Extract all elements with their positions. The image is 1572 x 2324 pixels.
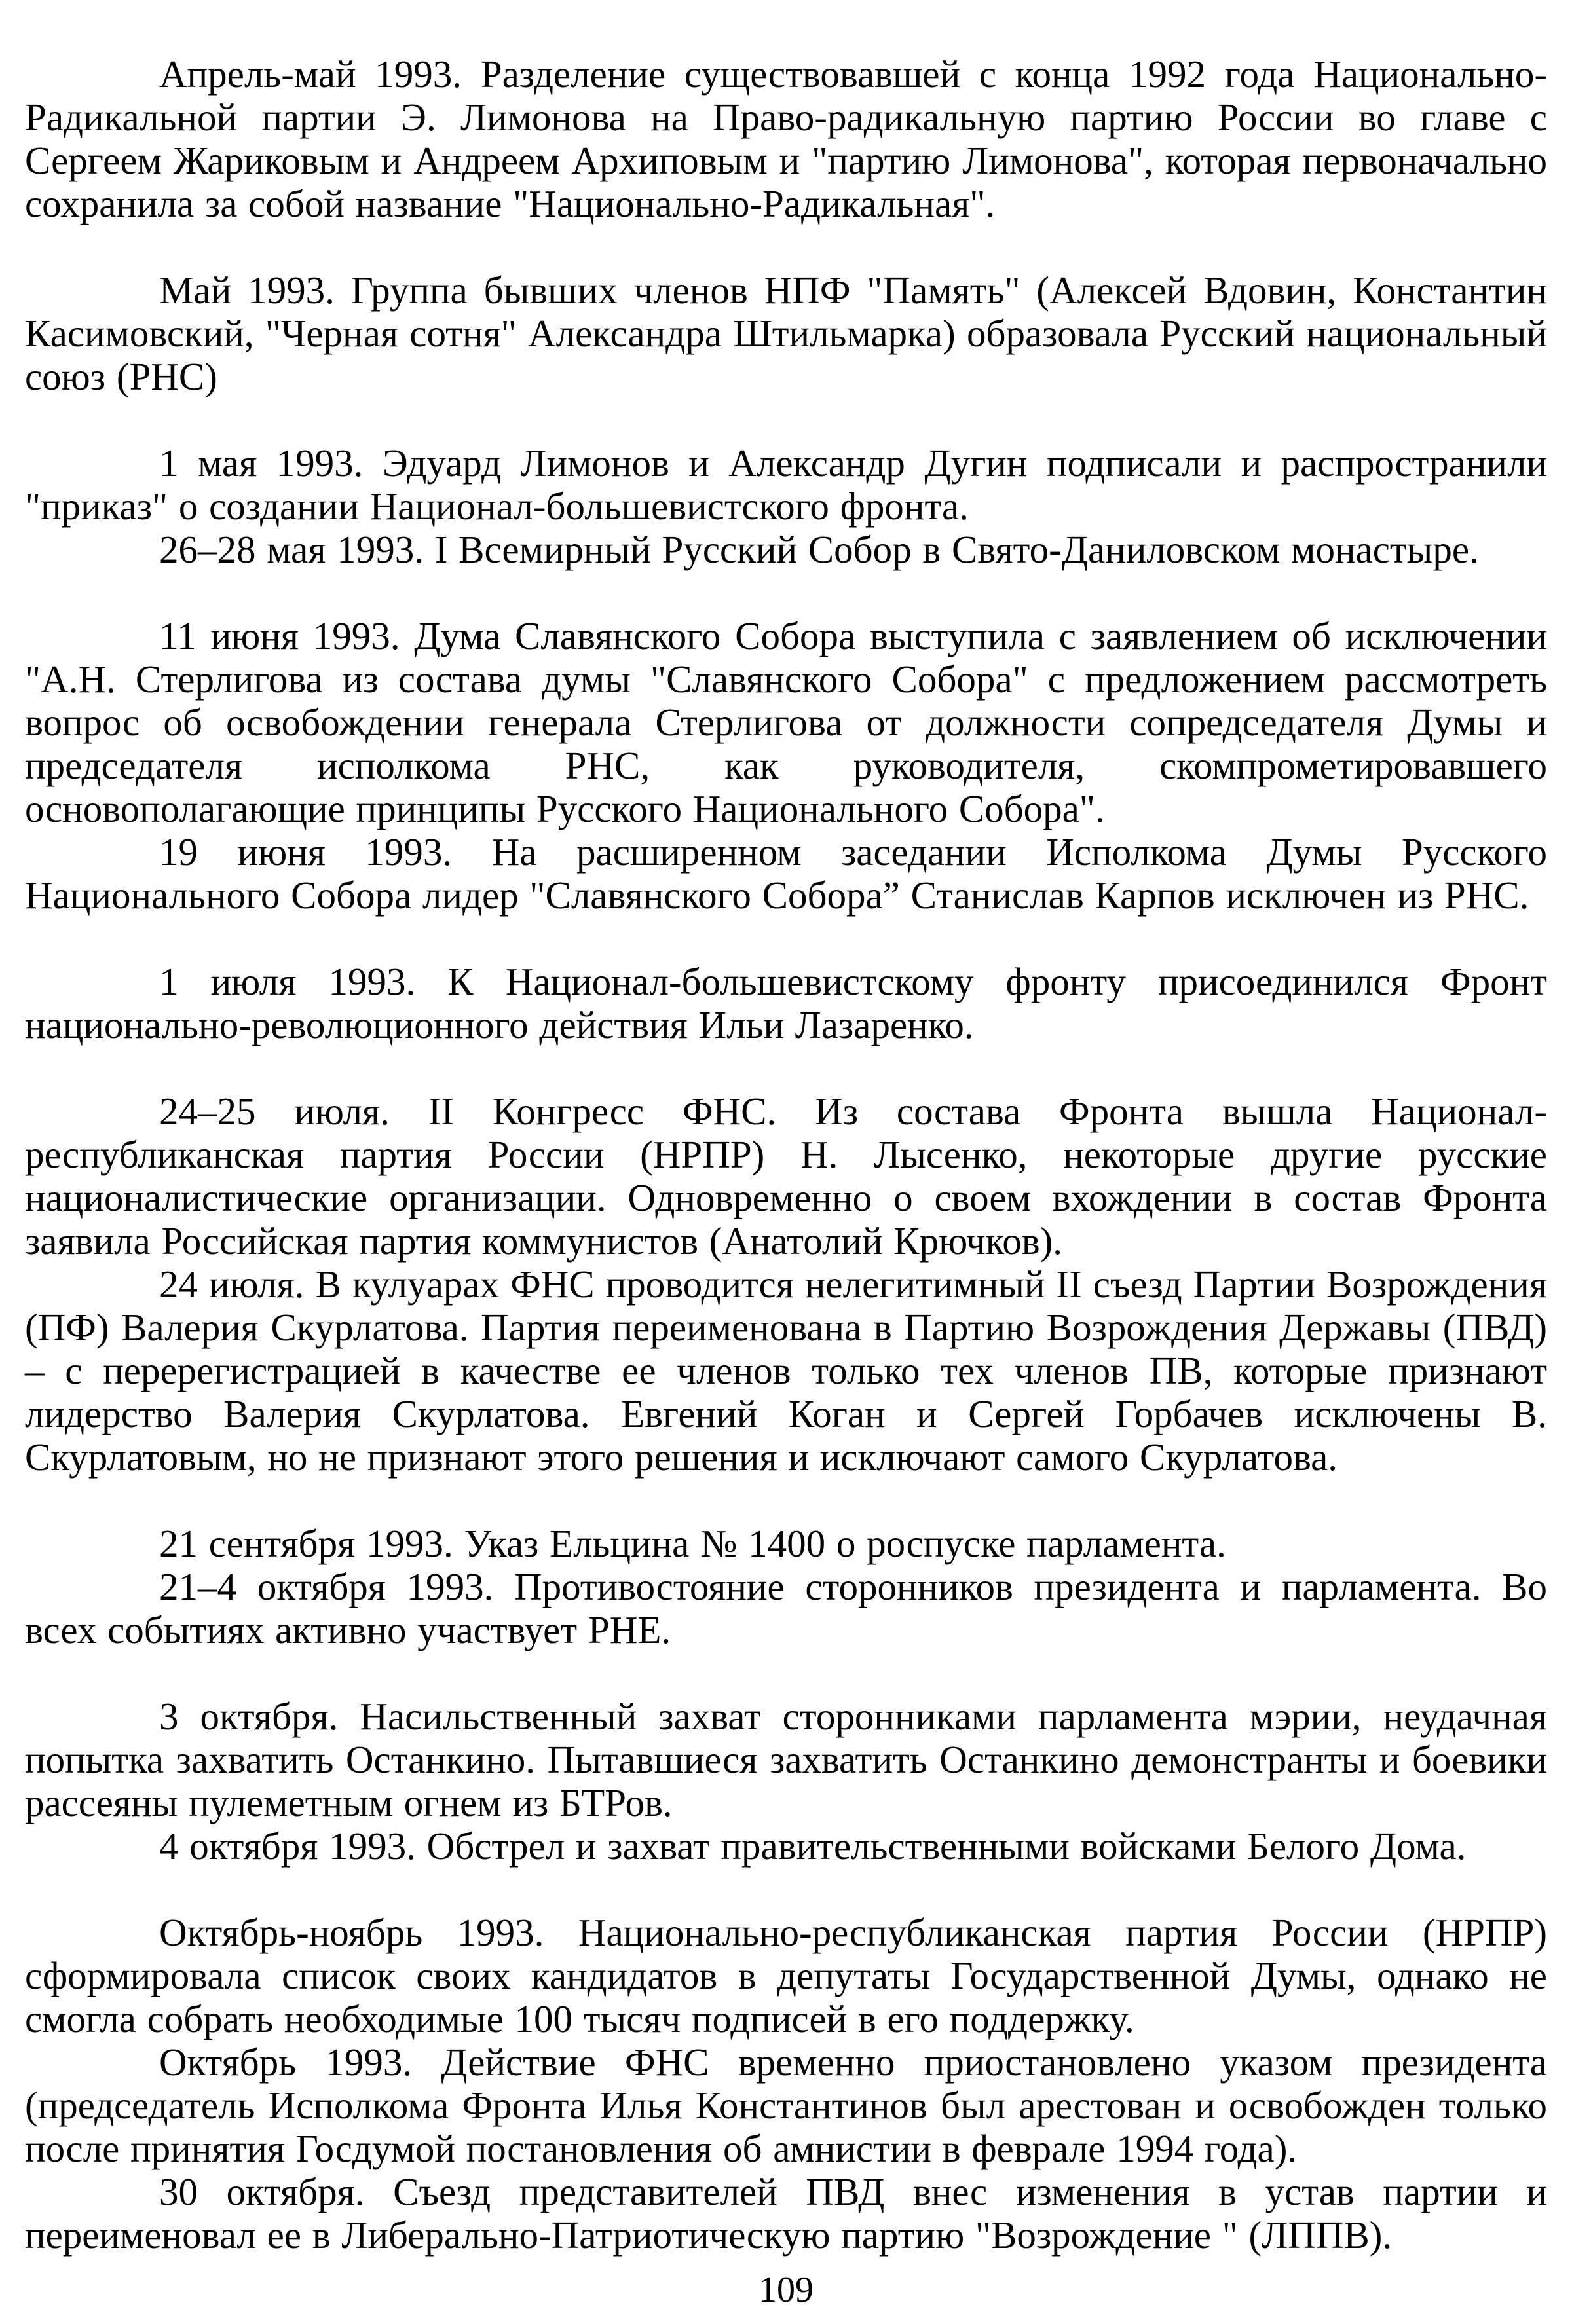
text-block [25,52,1547,2257]
paragraph: 30 октября. Съезд представителей ПВД внес изменения в устав партии и переименовал ее в Либерально-Патриотическую партию "Возрождение " (ЛППВ). [25,2170,1547,2257]
page-number: 109 [758,2270,814,2310]
paragraph: Октябрь 1993. Действие ФНС временно приостановлено указом президента (председатель Исполкома Фронта Илья Константинов был арестован и освобожден только после принятия Госдумой постановления об амнистии в феврале 1994 года). [25,2040,1547,2170]
paragraph: Октябрь-ноябрь 1993. Национально-республиканская партия России (НРПР) сформировала список своих кандидатов в депутаты Государственной Думы, однако не смогла собрать необходимые 100 тысяч подписей в его поддержку. [25,1911,1547,2040]
paragraph: 3 октября. Насильственный захват сторонниками парламента мэрии, неудачная попытка захватить Останкино. Пытавшиеся захватить Останкино демонстранты и боевики рассеяны пулеметным огнем из БТРов. [25,1695,1547,1824]
paragraph: 19 июня 1993. На расширенном заседании Исполкома Думы Русского Национального Собора лидер "Славянского Собора” Станислав Карпов исключен из РНС. [25,830,1547,917]
paragraph: 26–28 мая 1993. I Всемирный Русский Собор в Свято-Даниловском монастыре. [159,528,1479,571]
paragraph: Май 1993. Группа бывших членов НПФ "Память" (Алексей Вдовин, Константин Касимовский, "Черная сотня" Александра Штильмарка) образовала Русский национальный союз (РНС) [25,268,1547,398]
paragraph: 24 июля. В кулуарах ФНС проводится нелегитимный II съезд Партии Возрождения (ПФ) Валерия Скурлатова. Партия переименована в Партию Возрождения Державы (ПВД) – с перерегистрацией в качестве ее членов только тех членов ПВ, которые признают лидерство Валерия Скурлатова. Евгений Коган и Сергей Горбачев исключены В. Скурлатовым, но не признают этого решения и исключают самого Скурлатова. [25,1263,1547,1479]
paragraph: 1 мая 1993. Эдуард Лимонов и Александр Дугин подписали и распространили "приказ" о создании Национал-большевистского фронта. [25,441,1547,528]
paragraph: 1 июля 1993. К Национал-большевистскому фронту присоединился Фронт национально-революционного действия Ильи Лазаренко. [25,960,1547,1046]
paragraph: 21 сентября 1993. Указ Ельцина № 1400 о роспуске парламента. [159,1522,1226,1565]
paragraph: 21–4 октября 1993. Противостояние сторонников президента и парламента. Во всех событиях активно участвует РНЕ. [25,1565,1547,1651]
paragraph: 24–25 июля. II Конгресс ФНС. Из состава Фронта вышла Национал-республиканская партия России (НРПР) Н. Лысенко, некоторые другие русские националистические организации. Одновременно о своем вхождении в состав Фронта заявила Российская партия коммунистов (Анатолий Крючков). [25,1090,1547,1263]
paragraph: 11 июня 1993. Дума Славянского Собора выступила с заявлением об исключении "А.Н. Стерлигова из состава думы "Славянского Собора" с предложением рассмотреть вопрос об освобождении генерала Стерлигова от должности сопредседателя Думы и председателя исполкома РНС, как руководителя, скомпрометировавшего основополагающие принципы Русского Национального Собора". [25,614,1547,830]
paragraph: Апрель-май 1993. Разделение существовавшей с конца 1992 года Национально-Радикальной партии Э. Лимонова на Право-радикальную партию России во главе с Сергеем Жариковым и Андреем Архиповым и "партию Лимонова", которая первоначально сохранила за собой название "Национально-Радикальная". [25,52,1547,225]
paragraph: 4 октября 1993. Обстрел и захват правительственными войсками Белого Дома. [159,1824,1467,1868]
